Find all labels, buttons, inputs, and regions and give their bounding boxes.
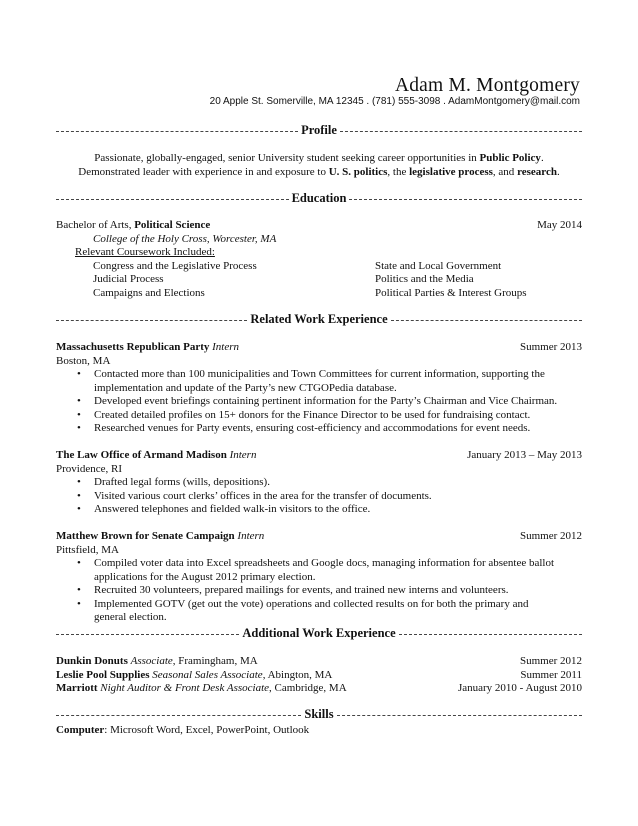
coursework-list [56, 260, 582, 301]
job-place: , Cambridge, MA [269, 682, 347, 694]
additional-job [56, 655, 582, 669]
job-bullets [56, 368, 582, 436]
course-item: Political Parties & Interest Groups [375, 286, 527, 299]
profile-text: , and [492, 165, 518, 178]
contact-line: 20 Apple St. Somerville, MA 12345 . (781) 555-3098 . AdamMontgomery@mail.com [209, 96, 580, 107]
divider [340, 131, 582, 132]
divider [399, 634, 582, 635]
employer: Marriott [56, 682, 98, 694]
related-experience-title: Related Work Experience [250, 312, 388, 327]
profile-text: Passionate, globally-engaged, senior University student seeking career opportunities in [94, 152, 480, 164]
job-entry [56, 449, 582, 517]
job-date: Summer 2012 [519, 655, 582, 667]
course-item: Campaigns and Elections [93, 286, 205, 299]
job-date: Summer 2013 [519, 341, 582, 353]
job-bullet [56, 557, 582, 584]
profile-text: Demonstrated leader with experience in and exposure to [78, 165, 329, 178]
job-bullet: • Answered telephones and fielded walk-in visitors to the office. [56, 503, 582, 517]
employer: The Law Office of Armand Madison [56, 449, 227, 461]
candidate-name: Adam M. Montgomery [394, 75, 580, 96]
job-location: Boston, MA [56, 354, 111, 367]
job-bullets [56, 476, 582, 517]
job-title [56, 449, 256, 463]
degree [56, 219, 210, 233]
job-date: January 2010 - August 2010 [457, 682, 582, 694]
education-date: May 2014 [537, 219, 582, 231]
divider [56, 131, 298, 132]
skills-label: Computer [56, 724, 105, 736]
skills-heading [56, 708, 582, 722]
additional-experience-title: Additional Work Experience [242, 626, 396, 641]
education-heading [56, 192, 582, 206]
job-role: Intern [237, 530, 265, 542]
profile-summary [56, 152, 582, 179]
employer: Matthew Brown for Senate Campaign [56, 530, 235, 542]
job-role: Night Auditor & Front Desk Associate [100, 682, 270, 694]
employer: Dunkin Donuts [56, 655, 128, 667]
additional-jobs [56, 655, 582, 696]
job-date: January 2013 – May 2013 [467, 449, 582, 461]
bullet-text: applications for the August 2012 primary election. [94, 570, 316, 583]
bullet-text: Contacted more than 100 municipalities and Town Committees for current information, supporting the [94, 368, 545, 380]
bullet-text: Compiled voter data into Excel spreadsheets and Google docs, managing information for absentee ballot [94, 557, 555, 569]
job-bullet: • Created detailed profiles on 15+ donors for the Finance Director to be used for fundraising contact. [56, 409, 582, 423]
job-role: Intern [229, 449, 257, 461]
divider [349, 199, 582, 200]
job-role: Seasonal Sales Associate [152, 668, 263, 681]
divider [56, 199, 289, 200]
skills-title: Skills [304, 707, 334, 722]
divider [56, 320, 247, 321]
bullet-text: general election. [94, 611, 167, 623]
job-title [56, 530, 264, 544]
degree-major: Political Science [134, 219, 211, 231]
additional-job [56, 669, 582, 683]
job-bullet: • Drafted legal forms (wills, depositions). [56, 476, 582, 490]
job-bullets [56, 557, 582, 625]
job-role: Associate [130, 655, 173, 667]
degree-prefix: Bachelor of Arts, [56, 219, 135, 231]
education-entry [56, 219, 582, 300]
job-title [56, 655, 258, 669]
job-bullet: • Recruited 30 volunteers, prepared mailings for events, and trained new interns and volunteers. [56, 584, 582, 598]
coursework-label: Relevant Coursework Included: [75, 246, 215, 258]
profile-text: , the [387, 165, 410, 178]
course-item: State and Local Government [375, 259, 502, 272]
job-title [56, 669, 332, 683]
employer: Leslie Pool Supplies [56, 668, 150, 681]
skills-entry [56, 724, 582, 738]
profile-keyword: Public Policy [479, 152, 541, 164]
employer: Massachusetts Republican Party [56, 341, 210, 353]
course-item: Politics and the Media [375, 273, 474, 285]
profile-keyword: U. S. politics [328, 165, 388, 178]
job-date: Summer 2011 [520, 668, 582, 681]
bullet-text: implementation and update of the Party’s new CTGOPedia database. [94, 381, 397, 394]
job-place: , Framingham, MA [172, 655, 258, 667]
related-experience-heading [56, 313, 582, 327]
job-bullet: • Researched venues for Party events, ensuring cost-efficiency and accommodations for event needs. [56, 422, 582, 436]
profile-keyword: research [517, 165, 557, 178]
divider [56, 634, 239, 635]
school-name: College of the Holy Cross, Worcester, MA [93, 232, 277, 245]
job-entry [56, 341, 582, 436]
job-location: Providence, RI [56, 462, 122, 475]
profile-text: . [540, 152, 544, 164]
job-title [56, 341, 239, 355]
job-bullet: • Developed event briefings containing pertinent information for the Party’s Chairman and Vice Chairman. [56, 395, 582, 409]
job-bullet: • Visited various court clerks’ offices in the area for the transfer of documents. [56, 490, 582, 504]
course-item: Judicial Process [93, 273, 164, 285]
course-item: Congress and the Legislative Process [93, 259, 257, 272]
education-title: Education [291, 191, 347, 206]
job-bullet [56, 368, 582, 395]
divider [56, 715, 301, 716]
profile-keyword: legislative process [409, 165, 493, 178]
skills-list: : Microsoft Word, Excel, PowerPoint, Outlook [104, 724, 310, 736]
job-date: Summer 2012 [519, 530, 582, 542]
job-place: , Abington, MA [262, 668, 333, 681]
divider [391, 320, 582, 321]
divider [337, 715, 582, 716]
bullet-text: Implemented GOTV (get out the vote) operations and collected results on for both the primary and [94, 597, 529, 610]
profile-heading [56, 124, 582, 138]
job-bullet [56, 598, 582, 625]
profile-title: Profile [301, 123, 337, 138]
job-title [56, 682, 347, 696]
profile-text: . [556, 165, 560, 178]
additional-experience-heading [56, 627, 582, 641]
additional-job [56, 682, 582, 696]
job-role: Intern [212, 341, 240, 353]
job-location: Pittsfield, MA [56, 543, 119, 556]
job-entry [56, 530, 582, 625]
